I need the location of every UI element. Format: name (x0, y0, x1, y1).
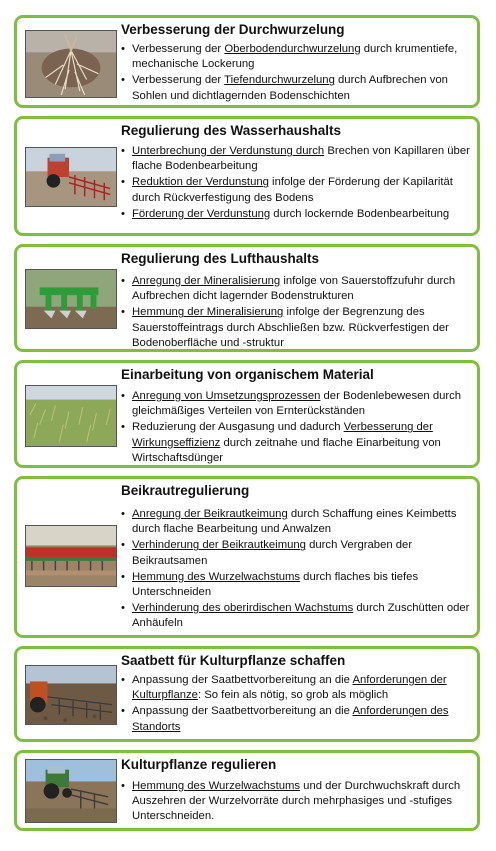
card-saatbett (14, 646, 480, 742)
card-beikrautregulierung (14, 476, 480, 638)
list-item: • Hemmung des Wurzelwachstums und der Durchwuchskraft durch Auszehren der Wurzelvorräte durch mehrphasiges und -stufiges Unterschneiden. (121, 779, 471, 825)
card-kulturpflanze-regulieren (14, 750, 480, 831)
list-item: • Verhinderung der Beikrautkeimung durch Vergraben der Beikrautsamen (121, 538, 471, 568)
list-item: • Anpassung der Saatbettvorbereitung an die Anforderungen des Standorts (121, 704, 471, 734)
list-item: • Reduktion der Verdunstung infolge der Förderung der Kapilarität durch Rückverfestigung des Bodens (121, 175, 471, 205)
list-item: • Anpassung der Saatbettvorbereitung an die Anforderungen der Kulturpflanze: So fein als nötig, so grob als möglich (121, 673, 471, 703)
list-item: • Reduzierung der Ausgasung und dadurch Verbesserung der Wirkungseffizienz durch zeitnahe und flache Einarbeitung von Wirtschaftsdünger (121, 420, 471, 466)
bullet-list (121, 144, 471, 223)
bullet-list (121, 274, 471, 352)
card-durchwurzelung (14, 15, 480, 108)
list-item: • Verbesserung der Oberbodendurchwurzelung durch krumentiefe, mechanische Lockerung (121, 42, 471, 72)
card-title: Einarbeitung von organischem Material (121, 367, 374, 382)
card-title: Verbesserung der Durchwurzelung (121, 22, 345, 37)
card-lufthaushalt (14, 244, 480, 352)
list-item: • Hemmung der Mineralisierung infolge der Begrenzung des Sauerstoffeintrags durch Abschließen bzw. Rückverfestigen der Bodenoberfläche und -struktur (121, 305, 471, 351)
card-wasserhaushalt (14, 116, 480, 236)
card-title: Regulierung des Wasserhaushalts (121, 123, 342, 138)
card-title: Regulierung des Lufthaushalts (121, 251, 320, 266)
list-item: • Anregung von Umsetzungsprozessen der Bodenlebewesen durch gleichmäßiges Verteilen von Ernterückständen (121, 389, 471, 419)
tractor-harrow-photo (25, 147, 117, 207)
bullet-list (121, 779, 471, 826)
plough-photo (25, 269, 117, 329)
list-item: • Verhinderung des oberirdischen Wachstums durch Zuschütten oder Anhäufeln (121, 601, 471, 631)
bullet-list (121, 42, 471, 105)
bullet-list (121, 673, 471, 736)
card-title: Kulturpflanze regulieren (121, 757, 277, 772)
bullet-list (121, 389, 471, 467)
card-title: Beikrautregulierung (121, 483, 250, 498)
card-organisches-material (14, 360, 480, 468)
bullet-list (121, 507, 471, 633)
card-title: Saatbett für Kulturpflanze schaffen (121, 653, 346, 668)
list-item: • Förderung der Verdunstung durch lockernde Bodenbearbeitung (121, 207, 471, 222)
list-item: • Anregung der Beikrautkeimung durch Schaffung eines Keimbetts durch flache Bearbeitung und Anwalzen (121, 507, 471, 537)
roots-photo (25, 30, 117, 98)
list-item: • Verbesserung der Tiefendurchwurzelung durch Aufbrechen von Sohlen und dichtlagernden Bodenschichten (121, 73, 471, 103)
list-item: • Unterbrechung der Verdunstung durch Brechen von Kapillaren über flache Bodenbearbeitung (121, 144, 471, 174)
list-item: • Hemmung des Wurzelwachstums durch flaches bis tiefes Unterschneiden (121, 570, 471, 600)
crop-residue-photo (25, 385, 117, 447)
seedbed-photo (25, 665, 117, 725)
tractor-field-photo (25, 759, 117, 823)
list-item: • Anregung der Mineralisierung infolge von Sauerstoffzufuhr durch Aufbrechen dicht lagernder Bodenstrukturen (121, 274, 471, 304)
cultivator-photo (25, 525, 117, 587)
